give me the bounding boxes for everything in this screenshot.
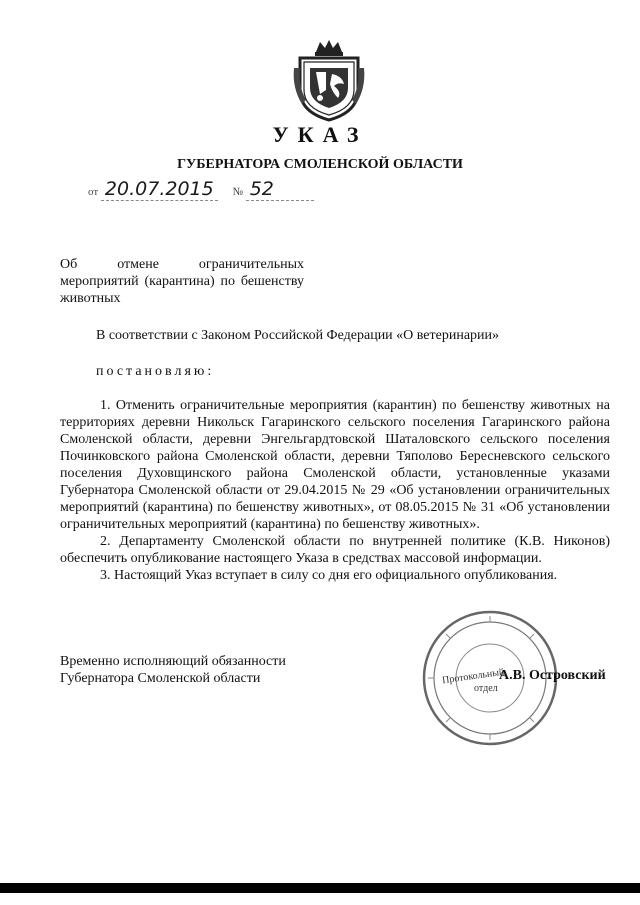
date-prefix: от [88,186,99,198]
number-prefix: № [232,186,243,198]
document-title: УКАЗ [272,122,368,147]
page-bottom-bar [0,883,640,893]
coat-of-arms-icon [290,38,368,122]
signatory-position [60,653,286,687]
signatory-position-line-2: Губернатора Смоленской области [60,671,261,686]
decree-point-2: 2. Департаменту Смоленской области по внутренней политике (К.В. Никонов) обеспечить опубликование настоящего Указа в средствах массовой информации. [60,534,610,566]
decree-point-3: 3. Настоящий Указ вступает в силу со дня его официального опубликования. [100,568,558,583]
signatory-position-line-1: Временно исполняющий обязанности [60,654,286,669]
stamp-text-line-1: Протокольный [441,666,505,687]
date-and-number-line [88,178,314,201]
document-number: 52 [246,178,314,201]
document-date: 20.07.2015 [101,178,218,201]
decree-point-1: 1. Отменить ограничительные мероприятия (карантин) по бешенству животных на территориях деревни Никольск Гагаринского сельского поселения Гагаринского района Смоленской области, деревни Энгельгардтовской Шаталовского сельского поселения Починковского района Смоленской области, деревни Тяполово Бересневского сельского поселения Духовщинского района Смоленской области, установленные указами Губернатора Смоленской области от 29.04.2015 № 29 «Об установлении ограничительных мероприятий (карантина) по бешенству животных», от 08.05.2015 № 31 «Об установлении ограничительных мероприятий (карантина) по бешенству животных». [60,398,610,532]
document-subject: Об отмене ограничительных мероприятий (карантина) по бешенству животных [60,257,304,306]
document-subtitle: ГУБЕРНАТОРА СМОЛЕНСКОЙ ОБЛАСТИ [177,157,463,172]
stamp-text-line-2: отдел [474,683,498,694]
law-reference: В соответствии с Законом Российской Федерации «О ветеринарии» [96,328,500,343]
signatory-name: А.В. Островский [499,668,606,683]
resolve-word: постановляю: [96,364,215,379]
decree-body [60,397,610,584]
